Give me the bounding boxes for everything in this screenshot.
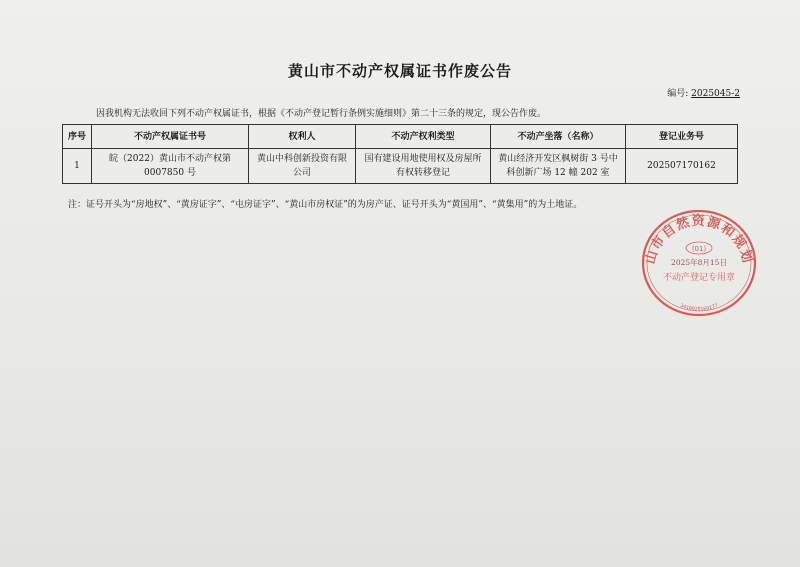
official-seal-graphic <box>640 208 758 318</box>
seal-center-badge: (01) <box>691 245 707 253</box>
document-number-value: 2025045-2 <box>691 89 740 99</box>
cell-right-type-line1: 国有建设用地使用权及房屋所 <box>364 154 482 164</box>
cell-right-type-line2: 有权转移登记 <box>395 168 450 178</box>
document-number <box>620 86 740 99</box>
official-seal <box>640 208 758 318</box>
cell-cert-no-line1: 皖（2022）黄山市不动产权第 <box>109 154 231 164</box>
cell-business-no: 202507170162 <box>626 149 738 184</box>
column-header-business-no: 登记业务号 <box>626 125 738 149</box>
cell-holder-line1: 黄山中科创新投资有限 <box>256 154 347 164</box>
cell-cert-no <box>92 149 249 184</box>
cell-location-line1: 黄山经济开发区枫树街 3 号中 <box>498 154 618 164</box>
seal-code: 3410020169177 <box>679 302 719 313</box>
seal-date: 2025年8月15日 <box>671 258 727 267</box>
footnote: 注：证号开头为“房地权”、“黄房证字”、“屯房证字”、“黄山市房权证”的为房产证、证号开头为“黄国用”、“黄集用”的为土地证。 <box>68 200 583 210</box>
table-header-row <box>63 125 738 149</box>
column-header-right-type: 不动产权利类型 <box>356 125 491 149</box>
column-header-cert-no: 不动产权属证书号 <box>92 125 249 149</box>
cell-holder <box>249 149 356 184</box>
certificate-table <box>62 124 738 184</box>
table-row <box>63 149 738 184</box>
page-title: 黄山市不动产权属证书作废公告 <box>287 62 512 80</box>
document-number-label: 编号: <box>667 89 689 99</box>
column-header-seq: 序号 <box>63 125 92 149</box>
cell-cert-no-line2: 0007850 号 <box>144 168 196 178</box>
seal-bottom-text: 不动产登记专用章 <box>662 273 736 283</box>
column-header-holder: 权利人 <box>249 125 356 149</box>
intro-paragraph: 因我机构无法收回下列不动产权属证书，根据《不动产登记暂行条例实施细则》第二十三条的规定，现公告作废。 <box>96 109 547 119</box>
seal-outer-text: 山市自然资源和规划 <box>643 214 755 266</box>
cell-seq: 1 <box>63 149 92 184</box>
cell-location-line2: 科创新广场 12 幢 202 室 <box>506 168 610 178</box>
cell-holder-line2: 公司 <box>292 168 311 178</box>
cell-location <box>491 149 626 184</box>
column-header-location: 不动产坐落（名称） <box>491 125 626 149</box>
cell-right-type <box>356 149 491 184</box>
